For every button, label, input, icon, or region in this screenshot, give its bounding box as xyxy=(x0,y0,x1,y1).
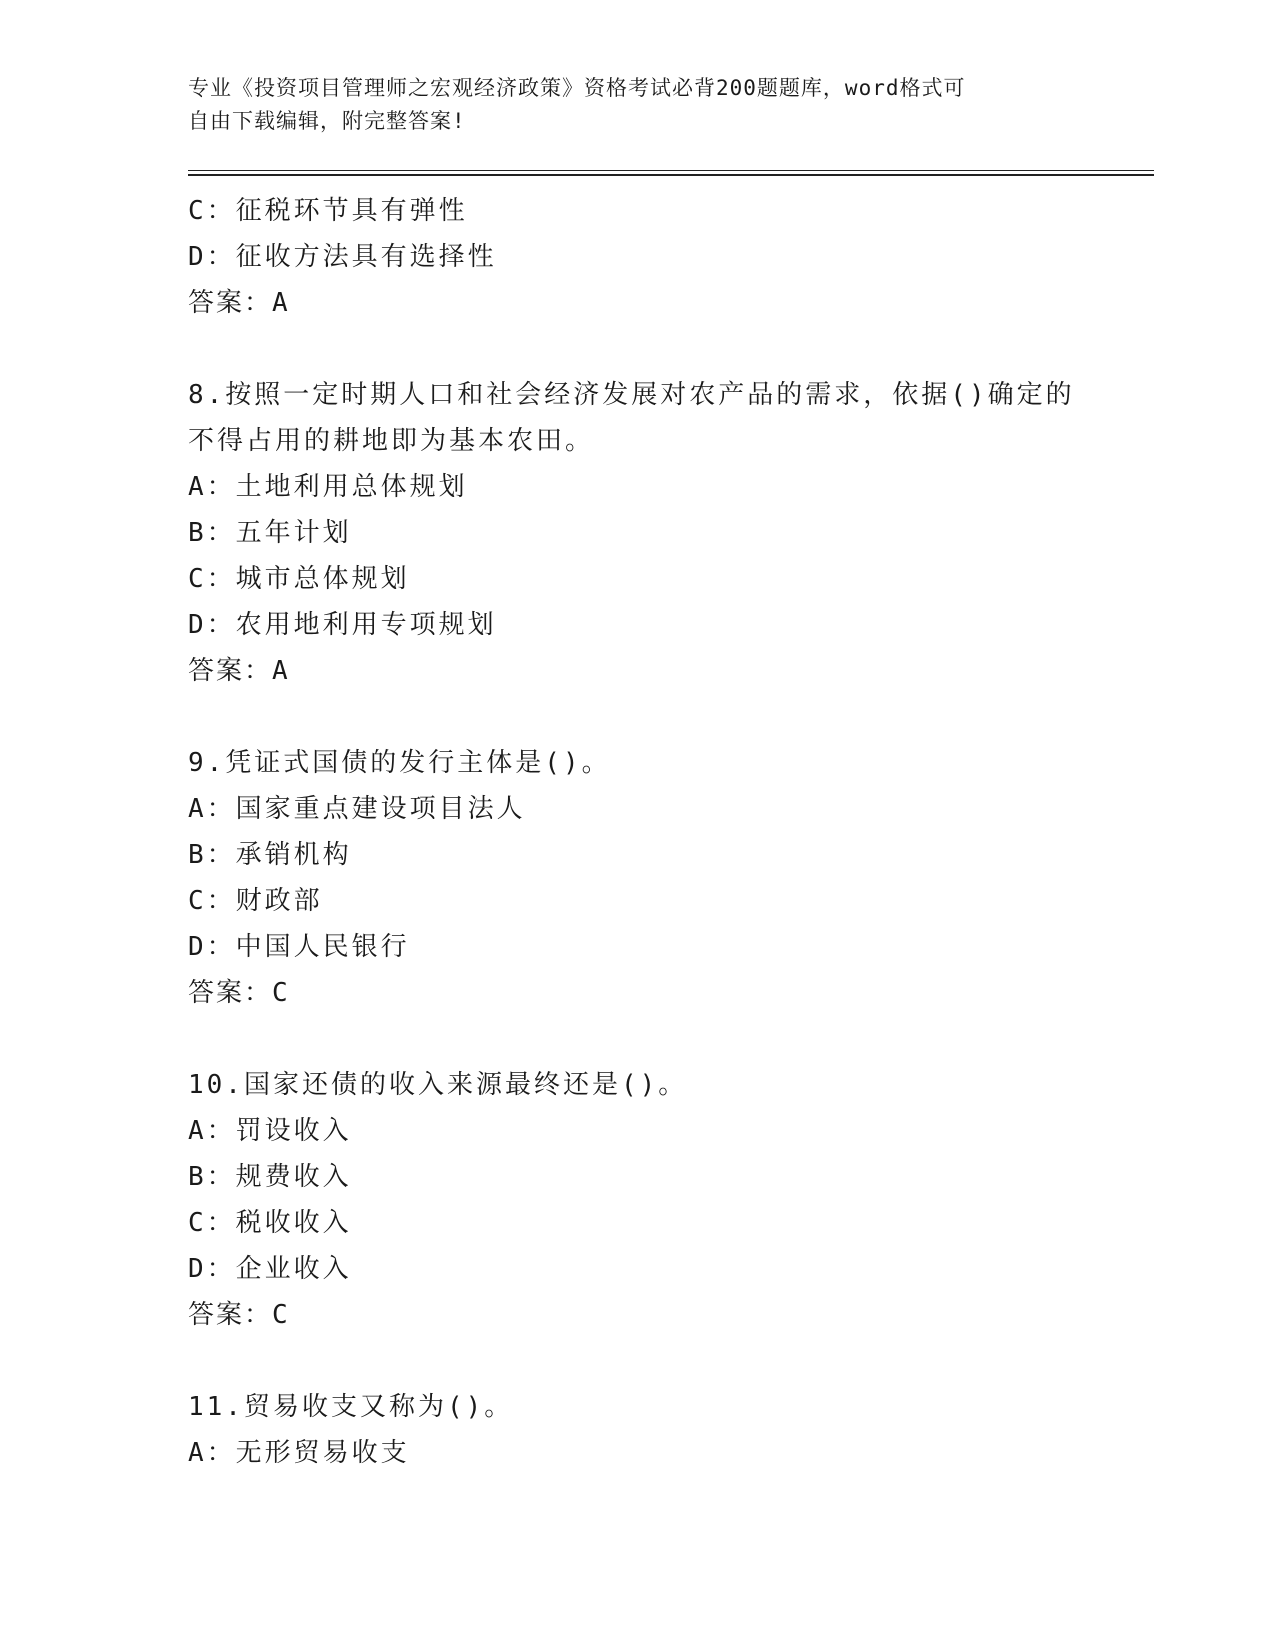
option-line: A：罚设收入 xyxy=(188,1116,352,1146)
option-line: D：征收方法具有选择性 xyxy=(188,242,497,272)
question-text: 9.凭证式国债的发行主体是()。 xyxy=(188,748,611,778)
answer-label: 答案： xyxy=(188,656,273,686)
option-line: B：五年计划 xyxy=(188,518,352,548)
option-line: D：中国人民银行 xyxy=(188,932,410,962)
question-text: 8.按照一定时期人口和社会经济发展对农产品的需求，依据()确定的 xyxy=(188,380,1075,410)
row-spacer xyxy=(188,326,1154,372)
option-line: B：承销机构 xyxy=(188,840,352,870)
option-line: D：企业收入 xyxy=(188,1254,352,1284)
row-spacer xyxy=(188,1338,1154,1384)
row-spacer xyxy=(188,1016,1154,1062)
answer-line xyxy=(188,1292,1154,1338)
answer-label: 答案： xyxy=(188,288,273,318)
answer-label: 答案： xyxy=(188,1300,273,1330)
question-text: 10.国家还债的收入来源最终还是()。 xyxy=(188,1070,688,1100)
header-rule-bottom xyxy=(188,174,1154,176)
answer-value: C xyxy=(272,978,291,1008)
question-list xyxy=(188,188,1154,1476)
answer-line xyxy=(188,648,1154,694)
document-header xyxy=(188,72,1068,138)
answer-line xyxy=(188,970,1154,1016)
option-line: C：税收收入 xyxy=(188,1208,352,1238)
answer-value: A xyxy=(272,288,291,318)
option-line: A：国家重点建设项目法人 xyxy=(188,794,526,824)
answer-value: A xyxy=(272,656,291,686)
option-line: C：财政部 xyxy=(188,886,323,916)
question-text: 不得占用的耕地即为基本农田。 xyxy=(188,426,595,456)
header-rule-top xyxy=(188,170,1154,171)
option-line: C：城市总体规划 xyxy=(188,564,410,594)
answer-line xyxy=(188,280,1154,326)
option-line: A：无形贸易收支 xyxy=(188,1438,410,1468)
answer-value: C xyxy=(272,1300,291,1330)
header-line-2: 自由下载编辑，附完整答案! xyxy=(188,109,466,133)
row-spacer xyxy=(188,694,1154,740)
option-line: A：土地利用总体规划 xyxy=(188,472,468,502)
option-line: B：规费收入 xyxy=(188,1162,352,1192)
question-text: 11.贸易收支又称为()。 xyxy=(188,1392,514,1422)
option-line: D：农用地利用专项规划 xyxy=(188,610,497,640)
header-line-1: 专业《投资项目管理师之宏观经济政策》资格考试必背200题题库，word格式可 xyxy=(188,76,966,100)
answer-label: 答案： xyxy=(188,978,273,1008)
option-line: C：征税环节具有弹性 xyxy=(188,196,468,226)
